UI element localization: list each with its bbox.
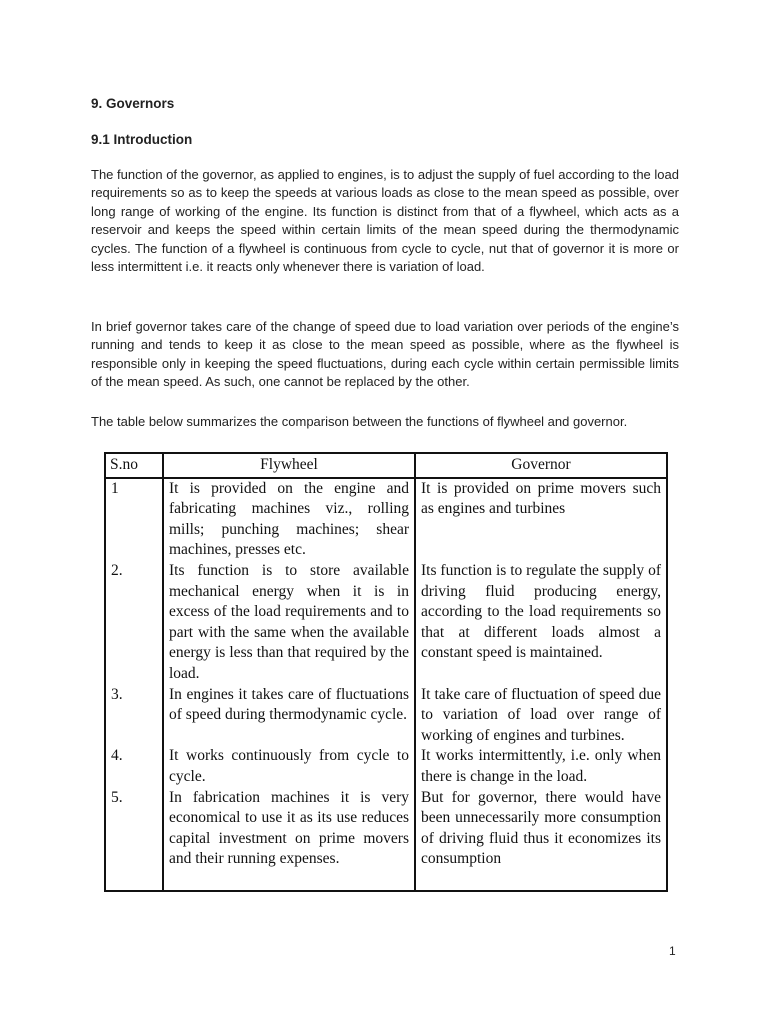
cell-sno: 5.: [105, 788, 163, 891]
section-heading: 9.1 Introduction: [91, 132, 193, 147]
header-sno: S.no: [105, 453, 163, 478]
chapter-heading: 9. Governors: [91, 96, 175, 111]
header-governor: Governor: [415, 453, 667, 478]
cell-governor: It is provided on prime movers such as engines and turbines: [415, 478, 667, 561]
cell-governor: But for governor, there would have been unnecessarily more consumption of driving fluid thus it economizes its consumption: [415, 788, 667, 891]
cell-flywheel: In engines it takes care of fluctuations of speed during thermodynamic cycle.: [163, 685, 415, 747]
cell-governor: It works intermittently, i.e. only when there is change in the load.: [415, 746, 667, 787]
cell-sno: 3.: [105, 685, 163, 747]
table-row: [105, 561, 667, 685]
table-row: [105, 478, 667, 561]
table-row: [105, 788, 667, 891]
summary-paragraph: In brief governor takes care of the change of speed due to load variation over periods of the engine’s running and tends to keep it as close to the mean speed as possible, where as the flywheel is responsible only in keeping the speed fluctuations, during each cycle within certain permissible limits of the mean speed. As such, one cannot be replaced by the other.: [91, 319, 679, 390]
cell-sno: 4.: [105, 746, 163, 787]
table-row: [105, 685, 667, 747]
cell-flywheel: It works continuously from cycle to cycle.: [163, 746, 415, 787]
cell-governor: Its function is to regulate the supply of driving fluid producing energy, according to the load requirements so that at different loads almost a constant speed is maintained.: [415, 561, 667, 685]
header-flywheel: Flywheel: [163, 453, 415, 478]
cell-sno: 2.: [105, 561, 163, 685]
page-number: 1: [669, 944, 676, 958]
cell-flywheel: In fabrication machines it is very economical to use it as its use reduces capital investment on prime movers and their running expenses.: [163, 788, 415, 891]
table-row: [105, 746, 667, 787]
table-header-row: [105, 453, 667, 478]
cell-sno: 1: [105, 478, 163, 561]
cell-flywheel: Its function is to store available mechanical energy when it is in excess of the load requirements and to part with the same when the available energy is less than that required by the load.: [163, 561, 415, 685]
intro-paragraph: The function of the governor, as applied to engines, is to adjust the supply of fuel according to the load requirements so as to keep the speeds at various loads as close to the mean speed as possible, over long range of working of the engine. Its function is distinct from that of a flywheel, which acts as a reservoir and keeps the speed within certain limits of the mean speed during the thermodynamic cycles. The function of a flywheel is continuous from cycle to cycle, nut that of governor it is more or less intermittent i.e. it reacts only whenever there is variation of load.: [91, 167, 679, 275]
table-intro-paragraph: The table below summarizes the comparison between the functions of flywheel and governor.: [91, 414, 628, 429]
cell-governor: It take care of fluctuation of speed due to variation of load over range of working of engines and turbines.: [415, 685, 667, 747]
comparison-table: [104, 452, 668, 892]
cell-flywheel: It is provided on the engine and fabricating machines viz., rolling mills; punching machines; shear machines, presses etc.: [163, 478, 415, 561]
